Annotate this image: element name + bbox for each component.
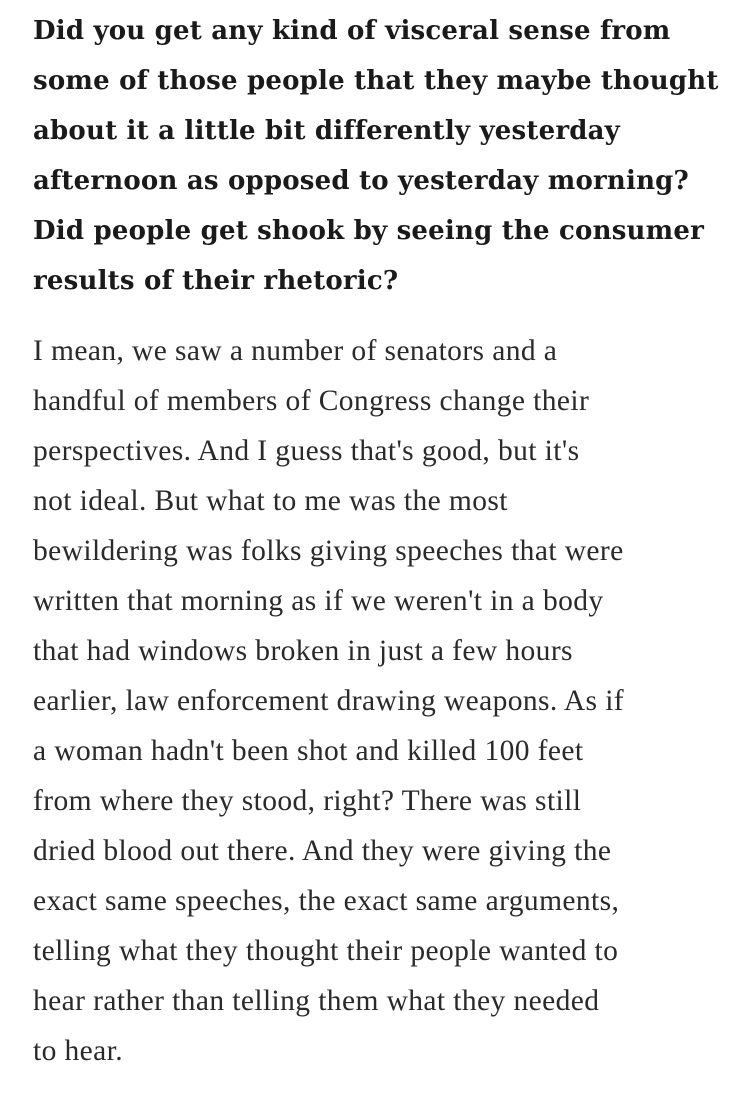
answer-line: bewildering was folks giving speeches that were	[33, 535, 624, 567]
question-line: afternoon as opposed to yesterday morning?	[33, 166, 689, 196]
interview-question	[33, 6, 723, 306]
answer-line: not ideal. But what to me was the most	[33, 485, 508, 517]
question-line: some of those people that they maybe thought	[33, 66, 719, 96]
answer-line: written that morning as if we weren't in a body	[33, 585, 604, 617]
answer-line: handful of members of Congress change their	[33, 385, 590, 417]
question-line: about it a little bit differently yesterday	[33, 116, 620, 146]
answer-line: dried blood out there. And they were giving the	[33, 835, 612, 867]
answer-line: exact same speeches, the exact same arguments,	[33, 885, 620, 917]
question-line: results of their rhetoric?	[33, 266, 399, 296]
answer-line: hear rather than telling them what they needed	[33, 985, 600, 1017]
answer-line: telling what they thought their people wanted to	[33, 935, 619, 967]
question-line: Did you get any kind of visceral sense from	[33, 16, 671, 46]
answer-line: to hear.	[33, 1035, 124, 1067]
question-line: Did people get shook by seeing the consumer	[33, 216, 704, 246]
article-body	[33, 6, 723, 1076]
answer-line: I mean, we saw a number of senators and a	[33, 335, 558, 367]
answer-line: a woman hadn't been shot and killed 100 feet	[33, 735, 584, 767]
answer-line: perspectives. And I guess that's good, but it's	[33, 435, 580, 467]
answer-line: that had windows broken in just a few hours	[33, 635, 573, 667]
answer-line: earlier, law enforcement drawing weapons. As if	[33, 685, 625, 717]
interview-answer	[33, 326, 723, 1076]
answer-line: from where they stood, right? There was still	[33, 785, 582, 817]
